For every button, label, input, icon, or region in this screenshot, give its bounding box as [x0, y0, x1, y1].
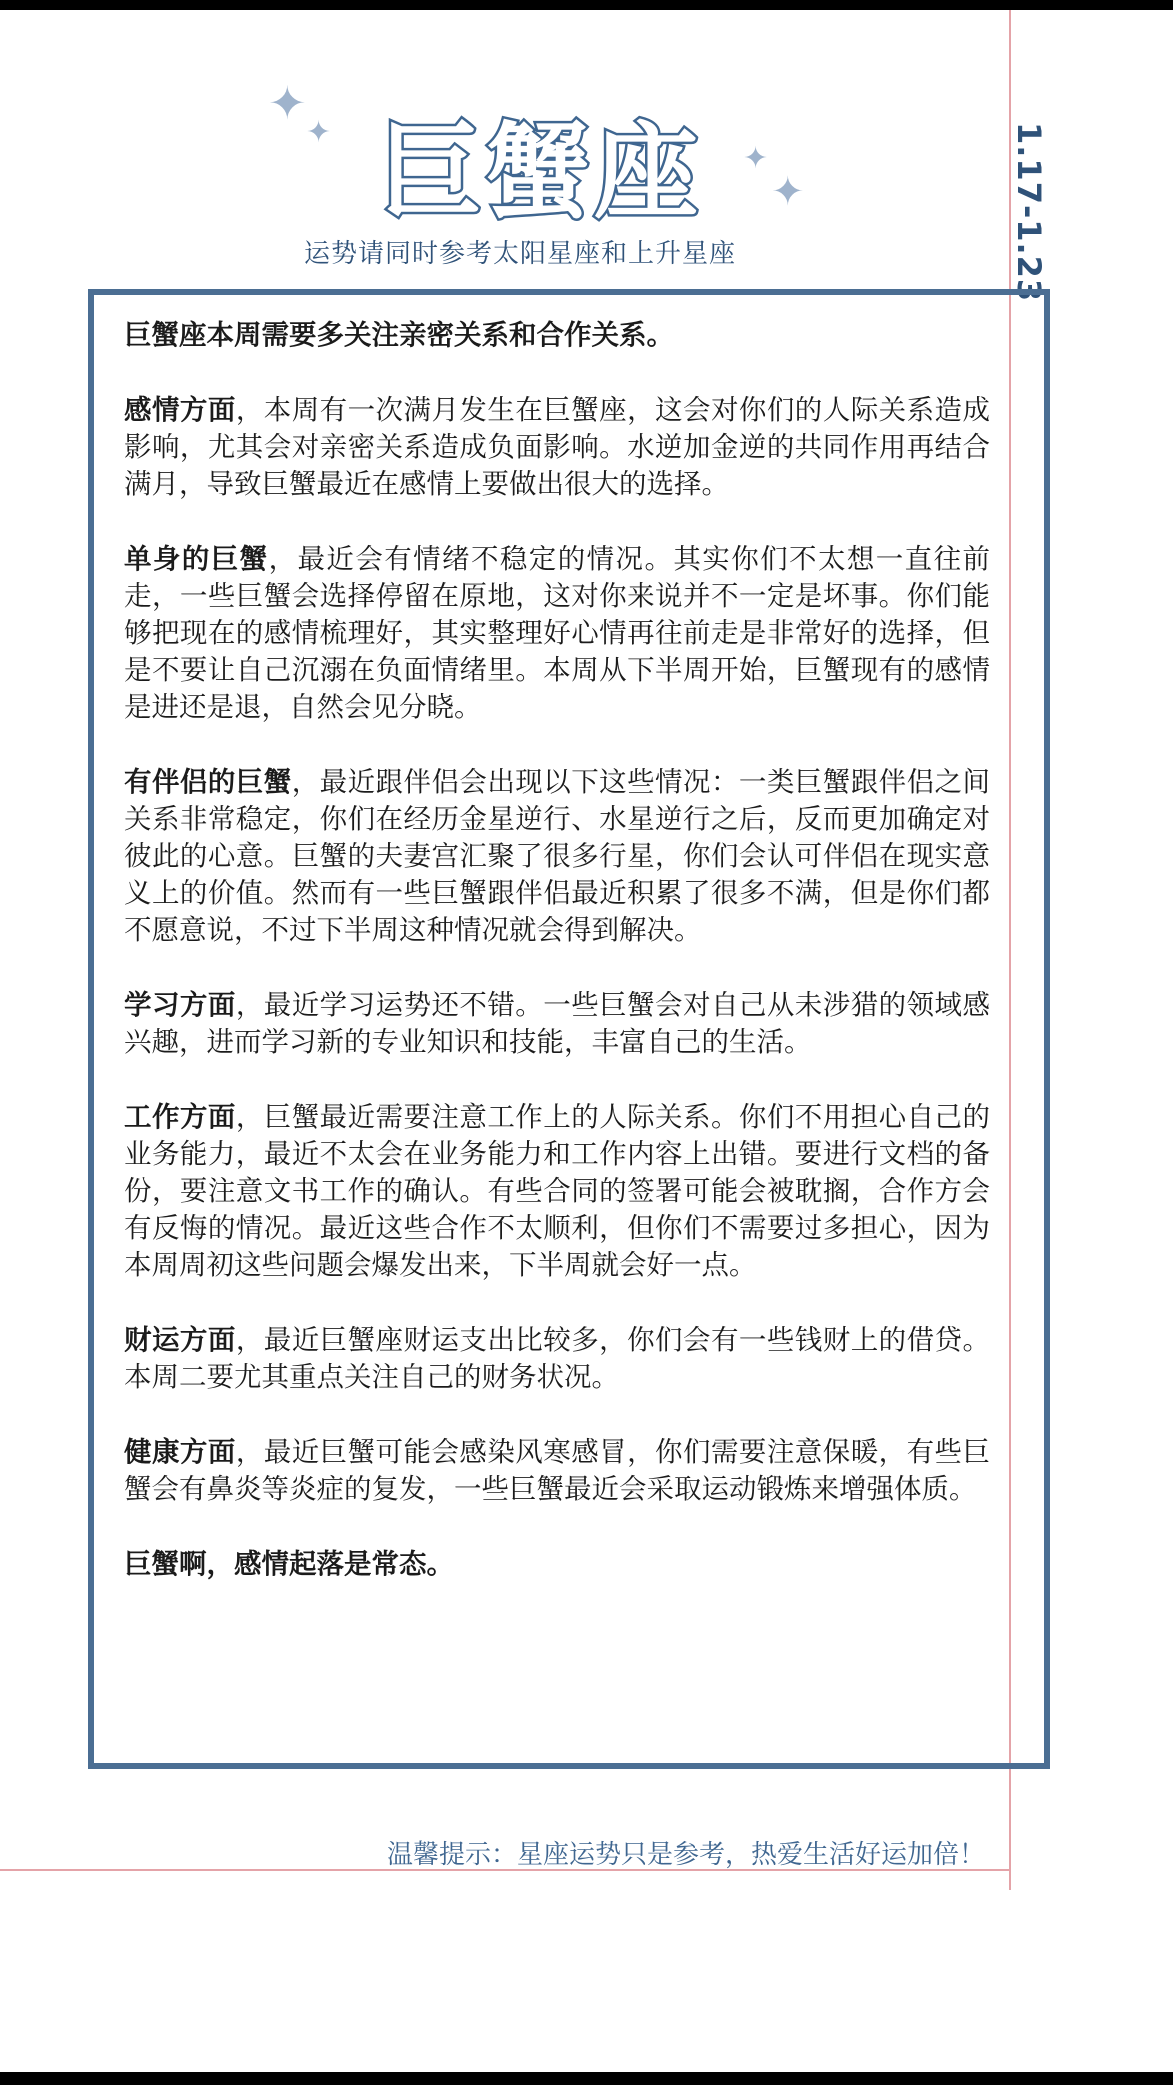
- section-heading: 学习方面: [124, 989, 236, 1021]
- sparkle-icon: ✦: [771, 169, 805, 215]
- intro-paragraph: 巨蟹座本周需要多关注亲密关系和合作关系。: [124, 319, 674, 351]
- section-heading: 健康方面: [124, 1436, 236, 1468]
- section-text: ，最近跟伴侣会出现以下这些情况：一类巨蟹跟伴侣之间关系非常稳定，你们在经历金星逆行、水星逆行之后，反而更加确定对彼此的心意。巨蟹的夫妻宫汇聚了很多行星，你们会认可伴侣在现实意义上的价值。然而有一些巨蟹跟伴侣最近积累了很多不满，但是你们都不愿意说，不过下半周这种情况就会得到解决。: [124, 766, 991, 946]
- sparkle-icon: ✦: [268, 76, 307, 130]
- section-text: ，最近巨蟹座财运支出比较多，你们会有一些钱财上的借贷。本周二要尤其重点关注自己的财务状况。: [124, 1324, 991, 1393]
- horoscope-text: [124, 317, 990, 1621]
- sparkle-icon: ✦: [743, 141, 769, 176]
- section-heading: 工作方面: [124, 1101, 236, 1133]
- bottom-black-bar: [0, 2072, 1173, 2085]
- footer-tip: 温馨提示：星座运势只是参考，热爱生活好运加倍！: [386, 1840, 985, 1870]
- section-study: [124, 987, 990, 1061]
- horoscope-content-box: [88, 289, 1050, 1769]
- page-subtitle: 运势请同时参考太阳星座和上升星座: [303, 239, 736, 269]
- section-text: ，巨蟹最近需要注意工作上的人际关系。你们不用担心自己的业务能力，最近不太会在业务能力和工作内容上出错。要进行文档的备份，要注意文书工作的确认。有些合同的签署可能会被耽搁，合作方会有反悔的情况。最近这些合作不太顺利，但你们不需要过多担心，因为本周周初这些问题会爆发出来，下半周就会好一点。: [124, 1101, 991, 1281]
- section-heading: 有伴侣的巨蟹: [124, 766, 292, 798]
- section-partnered: [124, 764, 990, 949]
- section-heading: 财运方面: [124, 1324, 236, 1356]
- section-love: [124, 392, 990, 503]
- section-heading: 单身的巨蟹: [124, 543, 269, 575]
- sparkle-icon: ✦: [306, 115, 332, 150]
- section-work: [124, 1099, 990, 1284]
- section-wealth: [124, 1322, 990, 1396]
- closing-paragraph: 巨蟹啊，感情起落是常态。: [124, 1548, 454, 1580]
- section-health: [124, 1434, 990, 1508]
- section-single: [124, 541, 990, 726]
- section-text: ，本周有一次满月发生在巨蟹座，这会对你们的人际关系造成影响，尤其会对亲密关系造成负面影响。水逆加金逆的共同作用再结合满月，导致巨蟹最近在感情上要做出很大的选择。: [124, 394, 991, 500]
- date-range: 1.17-1.23: [1010, 122, 1048, 303]
- section-heading: 感情方面: [124, 394, 236, 426]
- section-text: ，最近巨蟹可能会感染风寒感冒，你们需要注意保暖，有些巨蟹会有鼻炎等炎症的复发，一些巨蟹最近会采取运动锻炼来增强体质。: [124, 1436, 991, 1505]
- section-text: ，最近会有情绪不稳定的情况。其实你们不太想一直往前走，一些巨蟹会选择停留在原地，这对你来说并不一定是坏事。你们能够把现在的感情梳理好，其实整理好心情再往前走是非常好的选择，但是不要让自己沉溺在负面情绪里。本周从下半周开始，巨蟹现有的感情是进还是退，自然会见分晓。: [124, 543, 991, 723]
- section-text: ，最近学习运势还不错。一些巨蟹会对自己从未涉猎的领域感兴趣，进而学习新的专业知识和技能，丰富自己的生活。: [124, 989, 991, 1058]
- top-black-bar: [0, 0, 1173, 10]
- page-title: 巨蟹座: [377, 111, 702, 233]
